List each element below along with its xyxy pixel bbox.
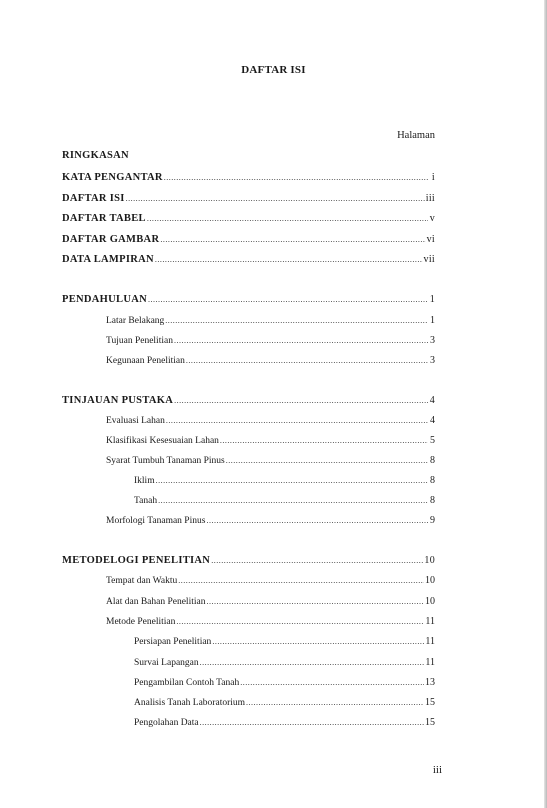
toc-entry-label: TINJAUAN PUSTAKA bbox=[62, 395, 174, 406]
toc-entry-label: Klasifikasi Kesesuaian Lahan bbox=[106, 436, 219, 446]
page-number: iii bbox=[432, 764, 442, 776]
leader-dots bbox=[200, 718, 424, 727]
toc-entry-page: 4 bbox=[429, 395, 435, 406]
toc-entry-page: 13 bbox=[425, 677, 435, 688]
leader-dots bbox=[126, 194, 425, 203]
leader-dots bbox=[166, 416, 428, 425]
toc-entry-metode-penelitian bbox=[106, 616, 435, 627]
toc-entry-survai-lapangan bbox=[134, 657, 435, 668]
leader-dots bbox=[174, 336, 428, 345]
leader-dots bbox=[200, 658, 425, 667]
toc-entry-latar-belakang bbox=[106, 315, 435, 326]
toc-entry-tempat-dan-waktu bbox=[106, 575, 435, 586]
toc-entry-page: 8 bbox=[430, 455, 435, 466]
toc-entry-page: 3 bbox=[430, 335, 435, 346]
toc-entry-page: v bbox=[429, 213, 435, 224]
leader-dots bbox=[174, 396, 428, 405]
toc-entry-label: Persiapan Penelitian bbox=[134, 637, 212, 647]
toc-entry-label: METODELOGI PENELITIAN bbox=[62, 555, 211, 566]
toc-entry-label: DAFTAR TABEL bbox=[62, 213, 146, 224]
toc-entry-page: 3 bbox=[430, 355, 435, 366]
leader-dots bbox=[226, 456, 428, 465]
toc-entry-label: Tanah bbox=[134, 496, 158, 506]
toc-entry-page: 15 bbox=[425, 717, 435, 728]
toc-entry-pengolahan-data bbox=[134, 717, 435, 728]
toc-entry-analisis-tanah-laboratorium bbox=[134, 697, 435, 708]
page-title: DAFTAR ISI bbox=[241, 64, 306, 76]
toc-entry-page: 1 bbox=[429, 294, 435, 305]
leader-dots bbox=[206, 516, 428, 525]
toc-entry-label: Iklim bbox=[134, 476, 155, 486]
toc-entry-page: 11 bbox=[425, 636, 435, 647]
toc-entry-page: vi bbox=[426, 234, 435, 245]
leader-dots bbox=[246, 698, 424, 707]
leader-dots bbox=[148, 295, 428, 304]
toc-entry-page: i bbox=[431, 172, 435, 183]
toc-entry-metodelogi-penelitian bbox=[62, 555, 435, 566]
toc-entry-kegunaan-penelitian bbox=[106, 355, 435, 366]
toc-entry-pendahuluan bbox=[62, 294, 435, 305]
toc-entry-page: 11 bbox=[425, 657, 435, 668]
toc-entry-label: RINGKASAN bbox=[62, 150, 129, 161]
toc-entry-label: Alat dan Bahan Penelitian bbox=[106, 597, 206, 607]
toc-entry-tanah bbox=[134, 495, 435, 506]
leader-dots bbox=[186, 356, 428, 365]
leader-dots bbox=[155, 255, 423, 264]
toc-entry-label: Pengambilan Contoh Tanah bbox=[134, 678, 240, 688]
toc-entry-label: Pengolahan Data bbox=[134, 718, 199, 728]
leader-dots bbox=[212, 637, 424, 646]
toc-entry-page: 10 bbox=[424, 555, 435, 566]
toc-entry-pengambilan-contoh-tanah bbox=[134, 677, 435, 688]
toc-entry-page: iii bbox=[425, 193, 435, 204]
toc-entry-label: DAFTAR ISI bbox=[62, 193, 125, 204]
leader-dots bbox=[165, 316, 428, 325]
toc-entry-persiapan-penelitian bbox=[134, 636, 435, 647]
toc-entry-data-lampiran bbox=[62, 254, 435, 265]
leader-dots bbox=[158, 496, 428, 505]
leader-dots bbox=[156, 476, 428, 485]
toc-entry-page: 8 bbox=[430, 495, 435, 506]
toc-entry-page: 1 bbox=[430, 315, 435, 326]
toc-entry-page: vii bbox=[423, 254, 435, 265]
leader-dots bbox=[176, 617, 424, 626]
toc-entry-kata-pengantar bbox=[62, 172, 435, 183]
toc-entry-label: PENDAHULUAN bbox=[62, 294, 147, 305]
toc-entry-page: 10 bbox=[425, 596, 435, 607]
toc-entry-tujuan-penelitian bbox=[106, 335, 435, 346]
toc-entry-alat-dan-bahan-penelitian bbox=[106, 596, 435, 607]
toc-entry-label: Latar Belakang bbox=[106, 316, 165, 326]
leader-dots bbox=[147, 214, 428, 223]
toc-entry-page: 15 bbox=[425, 697, 435, 708]
toc-entry-label: DATA LAMPIRAN bbox=[62, 254, 154, 265]
toc-entry-label: Tempat dan Waktu bbox=[106, 576, 178, 586]
toc-entry-iklim bbox=[134, 475, 435, 486]
leader-dots bbox=[178, 576, 424, 585]
toc-entry-page: 9 bbox=[430, 515, 435, 526]
toc-entry-label: Kegunaan Penelitian bbox=[106, 356, 185, 366]
toc-entry-daftar-tabel bbox=[62, 213, 435, 224]
toc-entry-page: 11 bbox=[425, 616, 435, 627]
toc-entry-evaluasi-lahan bbox=[106, 415, 435, 426]
toc-entry-klasifikasi-kesesuaian-lahan bbox=[106, 435, 435, 446]
toc-entry-label: Evaluasi Lahan bbox=[106, 416, 165, 426]
toc-entry-page: 4 bbox=[430, 415, 435, 426]
toc-entry-label: DAFTAR GAMBAR bbox=[62, 234, 160, 245]
toc-entry-page: 5 bbox=[430, 435, 435, 446]
leader-dots bbox=[211, 556, 423, 565]
toc-entry-syarat-tumbuh-tanaman-pinus bbox=[106, 455, 435, 466]
toc-entry-morfologi-tanaman-pinus bbox=[106, 515, 435, 526]
toc-entry-label: Metode Penelitian bbox=[106, 617, 176, 627]
toc-entry-label: Tujuan Penelitian bbox=[106, 336, 173, 346]
toc-entry-page: 10 bbox=[425, 575, 435, 586]
toc-entry-daftar-gambar bbox=[62, 234, 435, 245]
leader-dots bbox=[164, 173, 428, 182]
leader-dots bbox=[240, 678, 424, 687]
toc-entry-page: 8 bbox=[430, 475, 435, 486]
toc-entry-tinjauan-pustaka bbox=[62, 395, 435, 406]
page-column-header: Halaman bbox=[397, 130, 435, 141]
toc-entry-daftar-isi bbox=[62, 193, 435, 204]
leader-dots bbox=[220, 436, 428, 445]
toc-entry-label: Morfologi Tanaman Pinus bbox=[106, 516, 206, 526]
toc-entry-label: Survai Lapangan bbox=[134, 658, 199, 668]
toc-entry-label: Analisis Tanah Laboratorium bbox=[134, 698, 246, 708]
leader-dots bbox=[160, 235, 425, 244]
toc-entry-label: Syarat Tumbuh Tanaman Pinus bbox=[106, 456, 225, 466]
toc-entry-ringkasan bbox=[62, 150, 435, 161]
leader-dots bbox=[206, 597, 424, 606]
toc-entry-label: KATA PENGANTAR bbox=[62, 172, 163, 183]
